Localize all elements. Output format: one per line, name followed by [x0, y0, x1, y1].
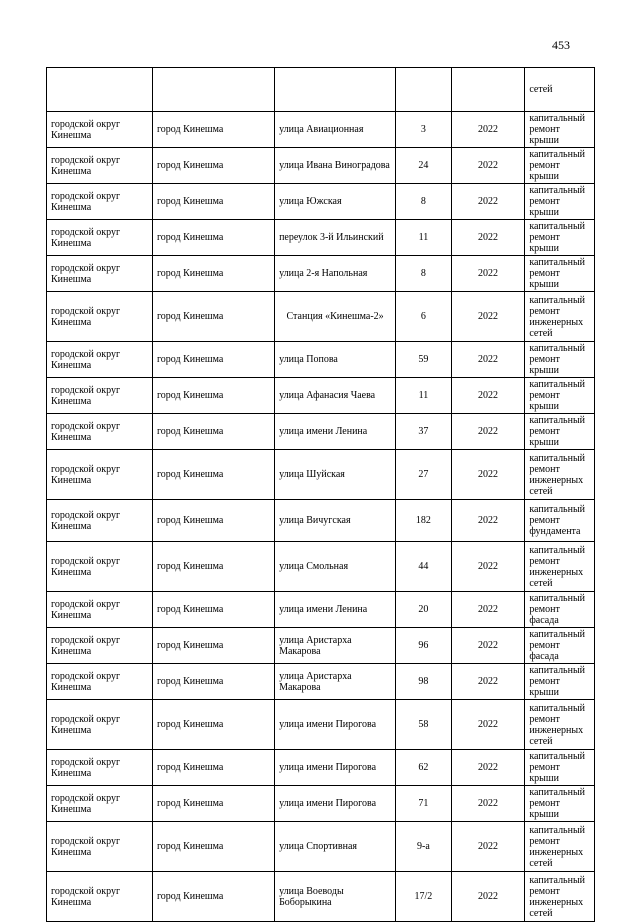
table-row: [47, 342, 595, 378]
house-cell: 11: [396, 378, 452, 414]
city-cell: город Кинешма: [152, 184, 274, 220]
district-cell: городской округ Кинешма: [47, 700, 153, 750]
work-type-cell: капитальный ремонт крыши: [525, 414, 595, 450]
year-cell: 2022: [451, 700, 525, 750]
year-cell: 2022: [451, 256, 525, 292]
street-cell: улица Смольная: [275, 542, 396, 592]
house-cell: 37: [396, 414, 452, 450]
year-cell: 2022: [451, 450, 525, 500]
street-cell: улица имени Пирогова: [275, 786, 396, 822]
house-cell: 3: [396, 112, 452, 148]
year-cell: 2022: [451, 342, 525, 378]
street-cell: улица Аристарха Макарова: [275, 628, 396, 664]
city-cell: город Кинешма: [152, 148, 274, 184]
table-row: [47, 628, 595, 664]
work-type-cell: капитальный ремонт крыши: [525, 750, 595, 786]
district-cell: городской округ Кинешма: [47, 786, 153, 822]
house-cell: 11: [396, 220, 452, 256]
table-row: [47, 68, 595, 112]
city-cell: город Кинешма: [152, 786, 274, 822]
city-cell: город Кинешма: [152, 822, 274, 872]
district-cell: городской округ Кинешма: [47, 220, 153, 256]
street-cell: улица Аристарха Макарова: [275, 664, 396, 700]
table-row: [47, 872, 595, 922]
city-cell: город Кинешма: [152, 112, 274, 148]
work-type-cell: капитальный ремонт крыши: [525, 184, 595, 220]
year-cell: 2022: [451, 148, 525, 184]
district-cell: городской округ Кинешма: [47, 872, 153, 922]
work-type-cell: капитальный ремонт инженерных сетей: [525, 700, 595, 750]
street-cell: улица Ивана Виноградова: [275, 148, 396, 184]
district-cell: городской округ Кинешма: [47, 184, 153, 220]
work-type-cell: капитальный ремонт крыши: [525, 342, 595, 378]
work-type-cell: капитальный ремонт инженерных сетей: [525, 542, 595, 592]
street-cell: улица Авиационная: [275, 112, 396, 148]
house-cell: 44: [396, 542, 452, 592]
work-type-cell: сетей: [525, 68, 595, 112]
table-row: [47, 822, 595, 872]
street-cell: улица имени Пирогова: [275, 700, 396, 750]
city-cell: город Кинешма: [152, 592, 274, 628]
district-cell: городской округ Кинешма: [47, 342, 153, 378]
year-cell: 2022: [451, 628, 525, 664]
year-cell: 2022: [451, 292, 525, 342]
city-cell: город Кинешма: [152, 872, 274, 922]
year-cell: 2022: [451, 542, 525, 592]
street-cell: улица Афанасия Чаева: [275, 378, 396, 414]
district-cell: городской округ Кинешма: [47, 664, 153, 700]
district-cell: городской округ Кинешма: [47, 750, 153, 786]
table-row: [47, 184, 595, 220]
house-cell: 96: [396, 628, 452, 664]
city-cell: город Кинешма: [152, 750, 274, 786]
table-row: [47, 220, 595, 256]
district-cell: городской округ Кинешма: [47, 592, 153, 628]
district-cell: городской округ Кинешма: [47, 500, 153, 542]
year-cell: 2022: [451, 414, 525, 450]
city-cell: город Кинешма: [152, 500, 274, 542]
work-type-cell: капитальный ремонт крыши: [525, 256, 595, 292]
work-type-cell: капитальный ремонт инженерных сетей: [525, 822, 595, 872]
year-cell: 2022: [451, 378, 525, 414]
city-cell: город Кинешма: [152, 292, 274, 342]
work-type-cell: капитальный ремонт фасада: [525, 592, 595, 628]
street-cell: улица Вичугская: [275, 500, 396, 542]
year-cell: 2022: [451, 220, 525, 256]
street-cell: Станция «Кинешма-2»: [275, 292, 396, 342]
table-row: [47, 256, 595, 292]
house-cell: 71: [396, 786, 452, 822]
table-row: [47, 664, 595, 700]
year-cell: 2022: [451, 184, 525, 220]
city-cell: город Кинешма: [152, 220, 274, 256]
house-cell: 98: [396, 664, 452, 700]
work-type-cell: капитальный ремонт крыши: [525, 148, 595, 184]
district-cell: городской округ Кинешма: [47, 450, 153, 500]
district-cell: городской округ Кинешма: [47, 292, 153, 342]
year-cell: 2022: [451, 500, 525, 542]
work-type-cell: капитальный ремонт крыши: [525, 786, 595, 822]
table-row: [47, 378, 595, 414]
table-row: [47, 148, 595, 184]
housing-repair-table: [46, 67, 595, 922]
city-cell: [152, 68, 274, 112]
work-type-cell: капитальный ремонт фундамента: [525, 500, 595, 542]
district-cell: городской округ Кинешма: [47, 112, 153, 148]
work-type-cell: капитальный ремонт инженерных сетей: [525, 292, 595, 342]
street-cell: переулок 3-й Ильинский: [275, 220, 396, 256]
table-row: [47, 542, 595, 592]
district-cell: городской округ Кинешма: [47, 378, 153, 414]
city-cell: город Кинешма: [152, 700, 274, 750]
city-cell: город Кинешма: [152, 664, 274, 700]
city-cell: город Кинешма: [152, 450, 274, 500]
table-row: [47, 414, 595, 450]
street-cell: улица имени Ленина: [275, 592, 396, 628]
street-cell: улица Спортивная: [275, 822, 396, 872]
work-type-cell: капитальный ремонт крыши: [525, 378, 595, 414]
year-cell: 2022: [451, 750, 525, 786]
city-cell: город Кинешма: [152, 628, 274, 664]
street-cell: улица 2-я Напольная: [275, 256, 396, 292]
house-cell: 9-а: [396, 822, 452, 872]
table-row: [47, 112, 595, 148]
work-type-cell: капитальный ремонт фасада: [525, 628, 595, 664]
district-cell: городской округ Кинешма: [47, 414, 153, 450]
house-cell: 58: [396, 700, 452, 750]
table-row: [47, 500, 595, 542]
table-row: [47, 292, 595, 342]
year-cell: [451, 68, 525, 112]
city-cell: город Кинешма: [152, 378, 274, 414]
district-cell: городской округ Кинешма: [47, 822, 153, 872]
year-cell: 2022: [451, 112, 525, 148]
house-cell: 6: [396, 292, 452, 342]
page-number: 453: [552, 38, 570, 52]
street-cell: улица Южская: [275, 184, 396, 220]
city-cell: город Кинешма: [152, 342, 274, 378]
city-cell: город Кинешма: [152, 256, 274, 292]
year-cell: 2022: [451, 822, 525, 872]
house-cell: [396, 68, 452, 112]
district-cell: городской округ Кинешма: [47, 542, 153, 592]
street-cell: улица имени Пирогова: [275, 750, 396, 786]
table-row: [47, 700, 595, 750]
district-cell: городской округ Кинешма: [47, 628, 153, 664]
house-cell: 17/2: [396, 872, 452, 922]
house-cell: 24: [396, 148, 452, 184]
house-cell: 8: [396, 184, 452, 220]
district-cell: городской округ Кинешма: [47, 148, 153, 184]
street-cell: улица имени Ленина: [275, 414, 396, 450]
year-cell: 2022: [451, 664, 525, 700]
work-type-cell: капитальный ремонт инженерных сетей: [525, 450, 595, 500]
city-cell: город Кинешма: [152, 542, 274, 592]
house-cell: 182: [396, 500, 452, 542]
year-cell: 2022: [451, 872, 525, 922]
city-cell: город Кинешма: [152, 414, 274, 450]
year-cell: 2022: [451, 592, 525, 628]
district-cell: [47, 68, 153, 112]
house-cell: 8: [396, 256, 452, 292]
work-type-cell: капитальный ремонт инженерных сетей: [525, 872, 595, 922]
work-type-cell: капитальный ремонт крыши: [525, 664, 595, 700]
street-cell: улица Шуйская: [275, 450, 396, 500]
house-cell: 62: [396, 750, 452, 786]
street-cell: [275, 68, 396, 112]
year-cell: 2022: [451, 786, 525, 822]
house-cell: 27: [396, 450, 452, 500]
table-row: [47, 786, 595, 822]
work-type-cell: капитальный ремонт крыши: [525, 112, 595, 148]
house-cell: 59: [396, 342, 452, 378]
street-cell: улица Попова: [275, 342, 396, 378]
street-cell: улица Воеводы Боборыкина: [275, 872, 396, 922]
district-cell: городской округ Кинешма: [47, 256, 153, 292]
table-row: [47, 750, 595, 786]
work-type-cell: капитальный ремонт крыши: [525, 220, 595, 256]
table-row: [47, 592, 595, 628]
table-row: [47, 450, 595, 500]
house-cell: 20: [396, 592, 452, 628]
